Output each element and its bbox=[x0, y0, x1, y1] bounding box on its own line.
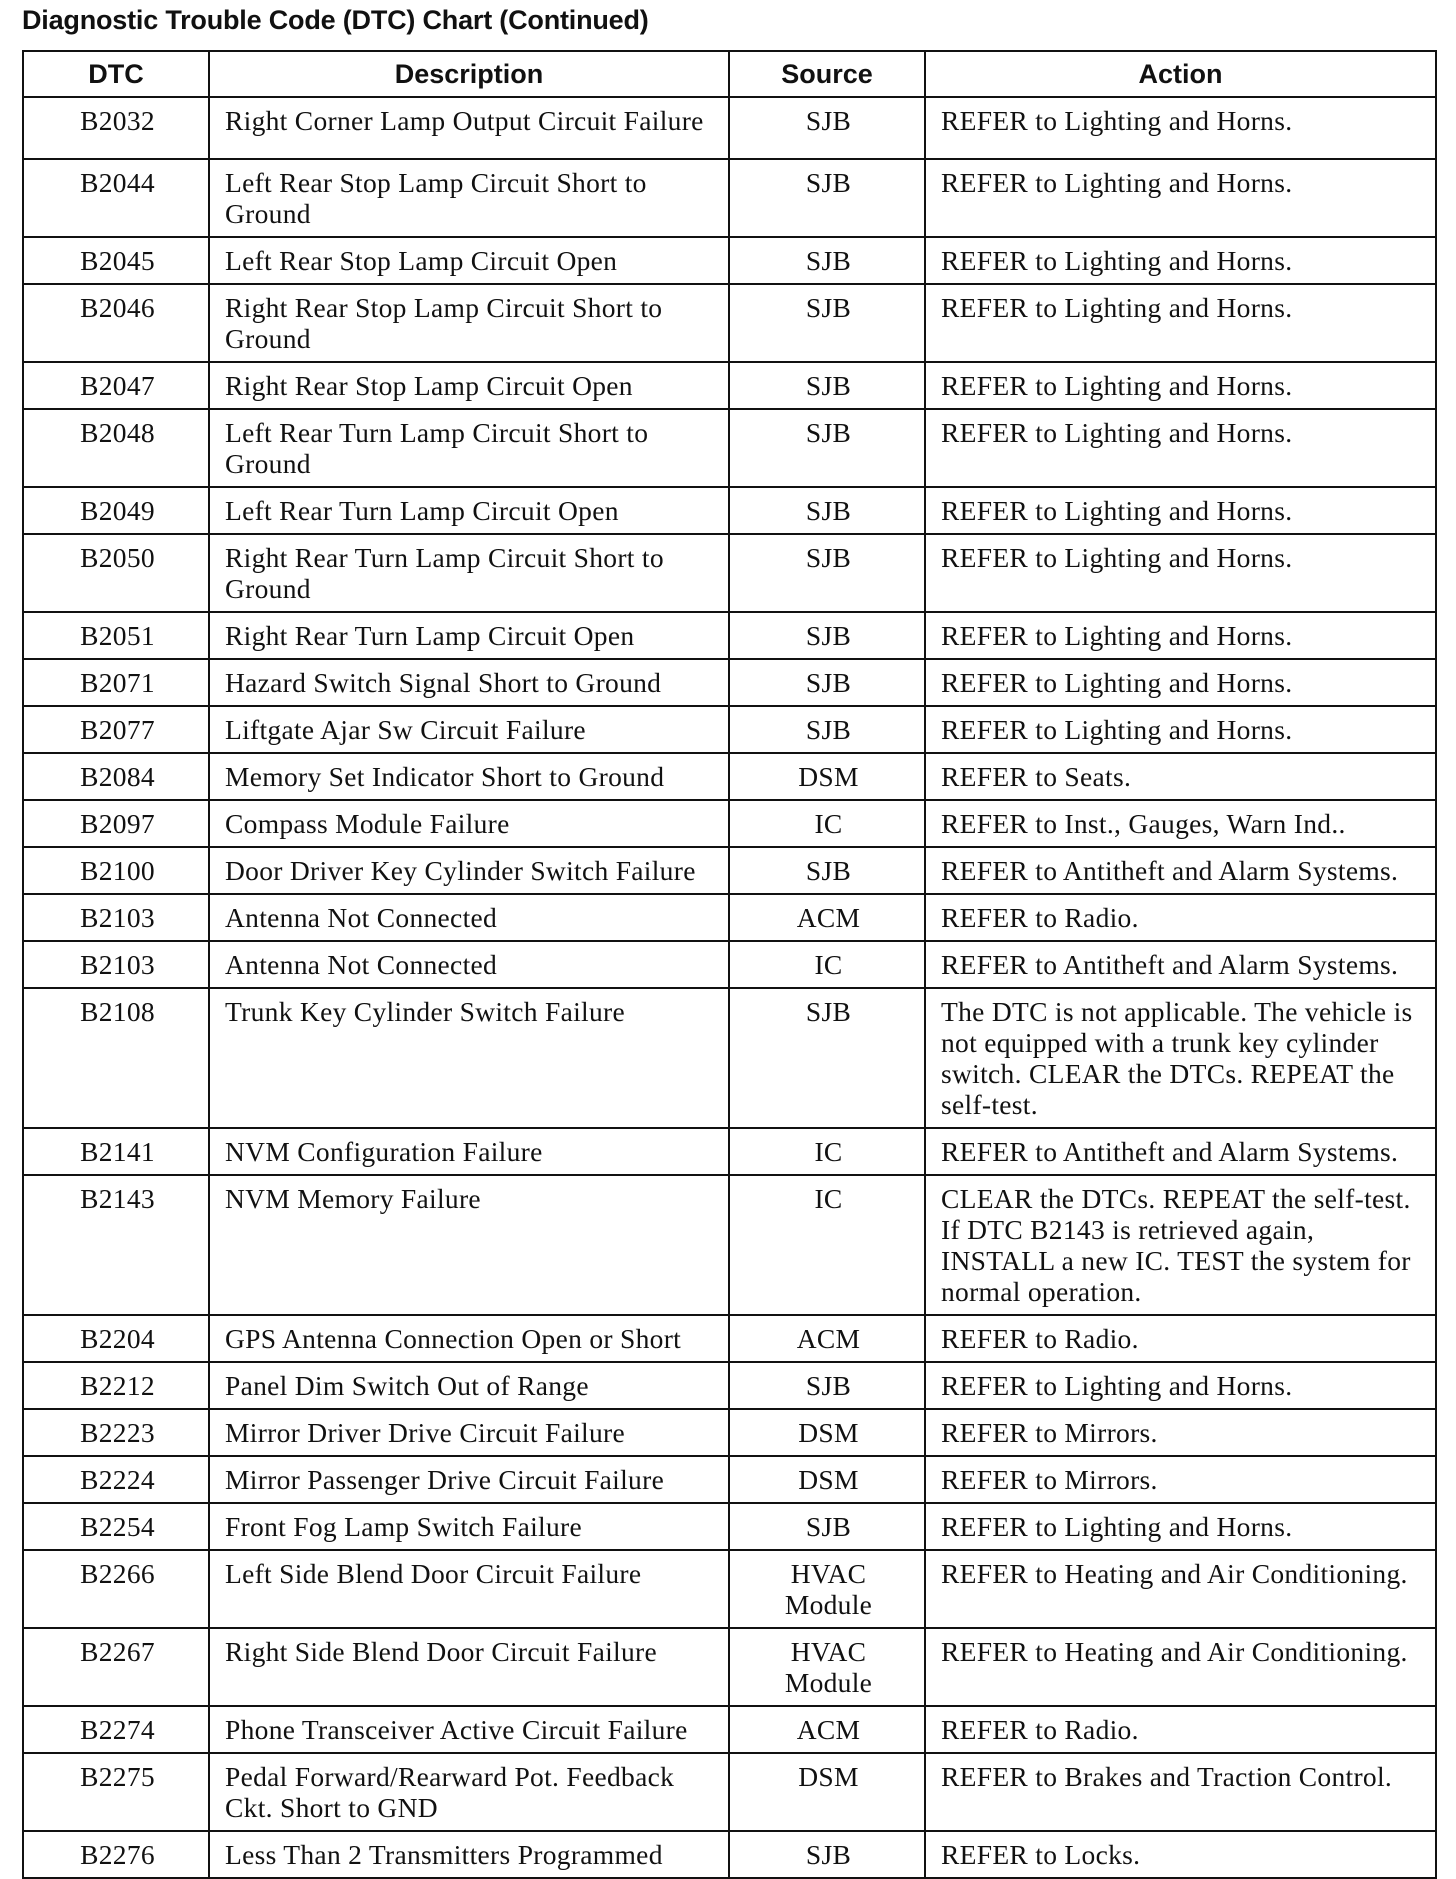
action-cell: REFER to Brakes and Traction Control. bbox=[925, 1753, 1436, 1831]
source-cell: HVAC Module bbox=[729, 1628, 925, 1706]
source-cell: SJB bbox=[729, 409, 925, 487]
description-cell: NVM Configuration Failure bbox=[209, 1128, 729, 1175]
source-cell: SJB bbox=[729, 159, 925, 237]
source-cell: ACM bbox=[729, 894, 925, 941]
source-cell: DSM bbox=[729, 753, 925, 800]
table-row bbox=[23, 159, 1436, 237]
description-cell: Right Rear Stop Lamp Circuit Short to Ground bbox=[209, 284, 729, 362]
dtc-code-cell: B2084 bbox=[23, 753, 209, 800]
dtc-code-cell: B2108 bbox=[23, 988, 209, 1128]
action-cell: REFER to Heating and Air Conditioning. bbox=[925, 1550, 1436, 1628]
action-cell: REFER to Lighting and Horns. bbox=[925, 237, 1436, 284]
source-cell: IC bbox=[729, 1128, 925, 1175]
description-cell: Door Driver Key Cylinder Switch Failure bbox=[209, 847, 729, 894]
action-cell: REFER to Lighting and Horns. bbox=[925, 659, 1436, 706]
action-cell: REFER to Lighting and Horns. bbox=[925, 409, 1436, 487]
source-cell: ACM bbox=[729, 1315, 925, 1362]
source-cell: SJB bbox=[729, 237, 925, 284]
table-body bbox=[23, 97, 1436, 1878]
table-row bbox=[23, 409, 1436, 487]
description-cell: Compass Module Failure bbox=[209, 800, 729, 847]
source-cell: IC bbox=[729, 800, 925, 847]
description-cell: Less Than 2 Transmitters Programmed bbox=[209, 1831, 729, 1878]
description-cell: Panel Dim Switch Out of Range bbox=[209, 1362, 729, 1409]
dtc-code-cell: B2046 bbox=[23, 284, 209, 362]
description-cell: Front Fog Lamp Switch Failure bbox=[209, 1503, 729, 1550]
description-cell: Trunk Key Cylinder Switch Failure bbox=[209, 988, 729, 1128]
action-cell: REFER to Lighting and Horns. bbox=[925, 612, 1436, 659]
table-row bbox=[23, 1175, 1436, 1315]
description-cell: Left Rear Turn Lamp Circuit Open bbox=[209, 487, 729, 534]
table-row bbox=[23, 487, 1436, 534]
table-row bbox=[23, 800, 1436, 847]
description-cell: Right Rear Turn Lamp Circuit Open bbox=[209, 612, 729, 659]
action-cell: The DTC is not applicable. The vehicle is not equipped with a trunk key cylinder switch. CLEAR the DTCs. REPEAT the self-test. bbox=[925, 988, 1436, 1128]
table-row bbox=[23, 988, 1436, 1128]
table-row bbox=[23, 1362, 1436, 1409]
column-header-dtc: DTC bbox=[23, 51, 209, 97]
action-cell: REFER to Lighting and Horns. bbox=[925, 706, 1436, 753]
dtc-code-cell: B2051 bbox=[23, 612, 209, 659]
source-cell: DSM bbox=[729, 1753, 925, 1831]
source-cell: SJB bbox=[729, 706, 925, 753]
description-cell: Mirror Passenger Drive Circuit Failure bbox=[209, 1456, 729, 1503]
description-cell: Antenna Not Connected bbox=[209, 941, 729, 988]
table-row bbox=[23, 1706, 1436, 1753]
table-row bbox=[23, 1550, 1436, 1628]
action-cell: REFER to Lighting and Horns. bbox=[925, 97, 1436, 159]
description-cell: Liftgate Ajar Sw Circuit Failure bbox=[209, 706, 729, 753]
description-cell: Left Rear Turn Lamp Circuit Short to Ground bbox=[209, 409, 729, 487]
table-row bbox=[23, 237, 1436, 284]
description-cell: Mirror Driver Drive Circuit Failure bbox=[209, 1409, 729, 1456]
action-cell: REFER to Lighting and Horns. bbox=[925, 487, 1436, 534]
source-cell: SJB bbox=[729, 612, 925, 659]
column-header-description: Description bbox=[209, 51, 729, 97]
source-cell: IC bbox=[729, 1175, 925, 1315]
dtc-code-cell: B2266 bbox=[23, 1550, 209, 1628]
source-cell: DSM bbox=[729, 1409, 925, 1456]
action-cell: REFER to Lighting and Horns. bbox=[925, 534, 1436, 612]
action-cell: CLEAR the DTCs. REPEAT the self-test. If DTC B2143 is retrieved again, INSTALL a new IC. TEST the system for normal operation. bbox=[925, 1175, 1436, 1315]
dtc-code-cell: B2097 bbox=[23, 800, 209, 847]
description-cell: Right Rear Stop Lamp Circuit Open bbox=[209, 362, 729, 409]
table-row bbox=[23, 1628, 1436, 1706]
description-cell: Phone Transceiver Active Circuit Failure bbox=[209, 1706, 729, 1753]
source-cell: IC bbox=[729, 941, 925, 988]
dtc-code-cell: B2141 bbox=[23, 1128, 209, 1175]
table-row bbox=[23, 941, 1436, 988]
dtc-code-cell: B2267 bbox=[23, 1628, 209, 1706]
dtc-code-cell: B2276 bbox=[23, 1831, 209, 1878]
action-cell: REFER to Lighting and Horns. bbox=[925, 362, 1436, 409]
source-cell: SJB bbox=[729, 847, 925, 894]
dtc-code-cell: B2204 bbox=[23, 1315, 209, 1362]
dtc-code-cell: B2274 bbox=[23, 1706, 209, 1753]
source-cell: HVAC Module bbox=[729, 1550, 925, 1628]
table-row bbox=[23, 1753, 1436, 1831]
action-cell: REFER to Heating and Air Conditioning. bbox=[925, 1628, 1436, 1706]
dtc-code-cell: B2100 bbox=[23, 847, 209, 894]
description-cell: Right Corner Lamp Output Circuit Failure bbox=[209, 97, 729, 159]
table-row bbox=[23, 534, 1436, 612]
dtc-code-cell: B2044 bbox=[23, 159, 209, 237]
source-cell: SJB bbox=[729, 659, 925, 706]
description-cell: GPS Antenna Connection Open or Short bbox=[209, 1315, 729, 1362]
source-cell: SJB bbox=[729, 284, 925, 362]
table-row bbox=[23, 659, 1436, 706]
table-row bbox=[23, 97, 1436, 159]
action-cell: REFER to Radio. bbox=[925, 894, 1436, 941]
table-row bbox=[23, 753, 1436, 800]
table-row bbox=[23, 284, 1436, 362]
source-cell: SJB bbox=[729, 362, 925, 409]
action-cell: REFER to Mirrors. bbox=[925, 1456, 1436, 1503]
description-cell: Left Rear Stop Lamp Circuit Open bbox=[209, 237, 729, 284]
source-cell: SJB bbox=[729, 97, 925, 159]
dtc-code-cell: B2224 bbox=[23, 1456, 209, 1503]
dtc-code-cell: B2047 bbox=[23, 362, 209, 409]
dtc-code-cell: B2212 bbox=[23, 1362, 209, 1409]
table-row bbox=[23, 847, 1436, 894]
page-title: Diagnostic Trouble Code (DTC) Chart (Continued) bbox=[22, 5, 649, 35]
action-cell: REFER to Antitheft and Alarm Systems. bbox=[925, 941, 1436, 988]
table-row bbox=[23, 1503, 1436, 1550]
description-cell: Left Rear Stop Lamp Circuit Short to Ground bbox=[209, 159, 729, 237]
dtc-code-cell: B2032 bbox=[23, 97, 209, 159]
table-row bbox=[23, 1128, 1436, 1175]
action-cell: REFER to Seats. bbox=[925, 753, 1436, 800]
action-cell: REFER to Lighting and Horns. bbox=[925, 284, 1436, 362]
dtc-code-cell: B2103 bbox=[23, 894, 209, 941]
dtc-code-cell: B2103 bbox=[23, 941, 209, 988]
dtc-code-cell: B2071 bbox=[23, 659, 209, 706]
dtc-code-cell: B2143 bbox=[23, 1175, 209, 1315]
source-cell: SJB bbox=[729, 988, 925, 1128]
description-cell: Antenna Not Connected bbox=[209, 894, 729, 941]
table-row bbox=[23, 612, 1436, 659]
table-row bbox=[23, 1409, 1436, 1456]
action-cell: REFER to Radio. bbox=[925, 1706, 1436, 1753]
source-cell: SJB bbox=[729, 534, 925, 612]
action-cell: REFER to Lighting and Horns. bbox=[925, 159, 1436, 237]
table-row bbox=[23, 894, 1436, 941]
description-cell: Right Side Blend Door Circuit Failure bbox=[209, 1628, 729, 1706]
action-cell: REFER to Antitheft and Alarm Systems. bbox=[925, 1128, 1436, 1175]
table-row bbox=[23, 1831, 1436, 1878]
dtc-code-cell: B2048 bbox=[23, 409, 209, 487]
dtc-code-cell: B2049 bbox=[23, 487, 209, 534]
action-cell: REFER to Mirrors. bbox=[925, 1409, 1436, 1456]
dtc-table bbox=[22, 50, 1437, 1879]
source-cell: SJB bbox=[729, 1503, 925, 1550]
description-cell: Left Side Blend Door Circuit Failure bbox=[209, 1550, 729, 1628]
dtc-code-cell: B2077 bbox=[23, 706, 209, 753]
dtc-code-cell: B2275 bbox=[23, 1753, 209, 1831]
action-cell: REFER to Lighting and Horns. bbox=[925, 1503, 1436, 1550]
source-cell: SJB bbox=[729, 1831, 925, 1878]
action-cell: REFER to Inst., Gauges, Warn Ind.. bbox=[925, 800, 1436, 847]
table-row bbox=[23, 1315, 1436, 1362]
source-cell: DSM bbox=[729, 1456, 925, 1503]
dtc-code-cell: B2254 bbox=[23, 1503, 209, 1550]
description-cell: Memory Set Indicator Short to Ground bbox=[209, 753, 729, 800]
dtc-code-cell: B2223 bbox=[23, 1409, 209, 1456]
action-cell: REFER to Radio. bbox=[925, 1315, 1436, 1362]
column-header-source: Source bbox=[729, 51, 925, 97]
source-cell: ACM bbox=[729, 1706, 925, 1753]
action-cell: REFER to Locks. bbox=[925, 1831, 1436, 1878]
source-cell: SJB bbox=[729, 1362, 925, 1409]
description-cell: Hazard Switch Signal Short to Ground bbox=[209, 659, 729, 706]
description-cell: Pedal Forward/Rearward Pot. Feedback Ckt. Short to GND bbox=[209, 1753, 729, 1831]
dtc-code-cell: B2045 bbox=[23, 237, 209, 284]
source-cell: SJB bbox=[729, 487, 925, 534]
table-row bbox=[23, 362, 1436, 409]
table-row bbox=[23, 1456, 1436, 1503]
description-cell: Right Rear Turn Lamp Circuit Short to Ground bbox=[209, 534, 729, 612]
column-header-action: Action bbox=[925, 51, 1436, 97]
action-cell: REFER to Antitheft and Alarm Systems. bbox=[925, 847, 1436, 894]
table-row bbox=[23, 706, 1436, 753]
description-cell: NVM Memory Failure bbox=[209, 1175, 729, 1315]
dtc-code-cell: B2050 bbox=[23, 534, 209, 612]
table-header-row bbox=[23, 51, 1436, 97]
action-cell: REFER to Lighting and Horns. bbox=[925, 1362, 1436, 1409]
